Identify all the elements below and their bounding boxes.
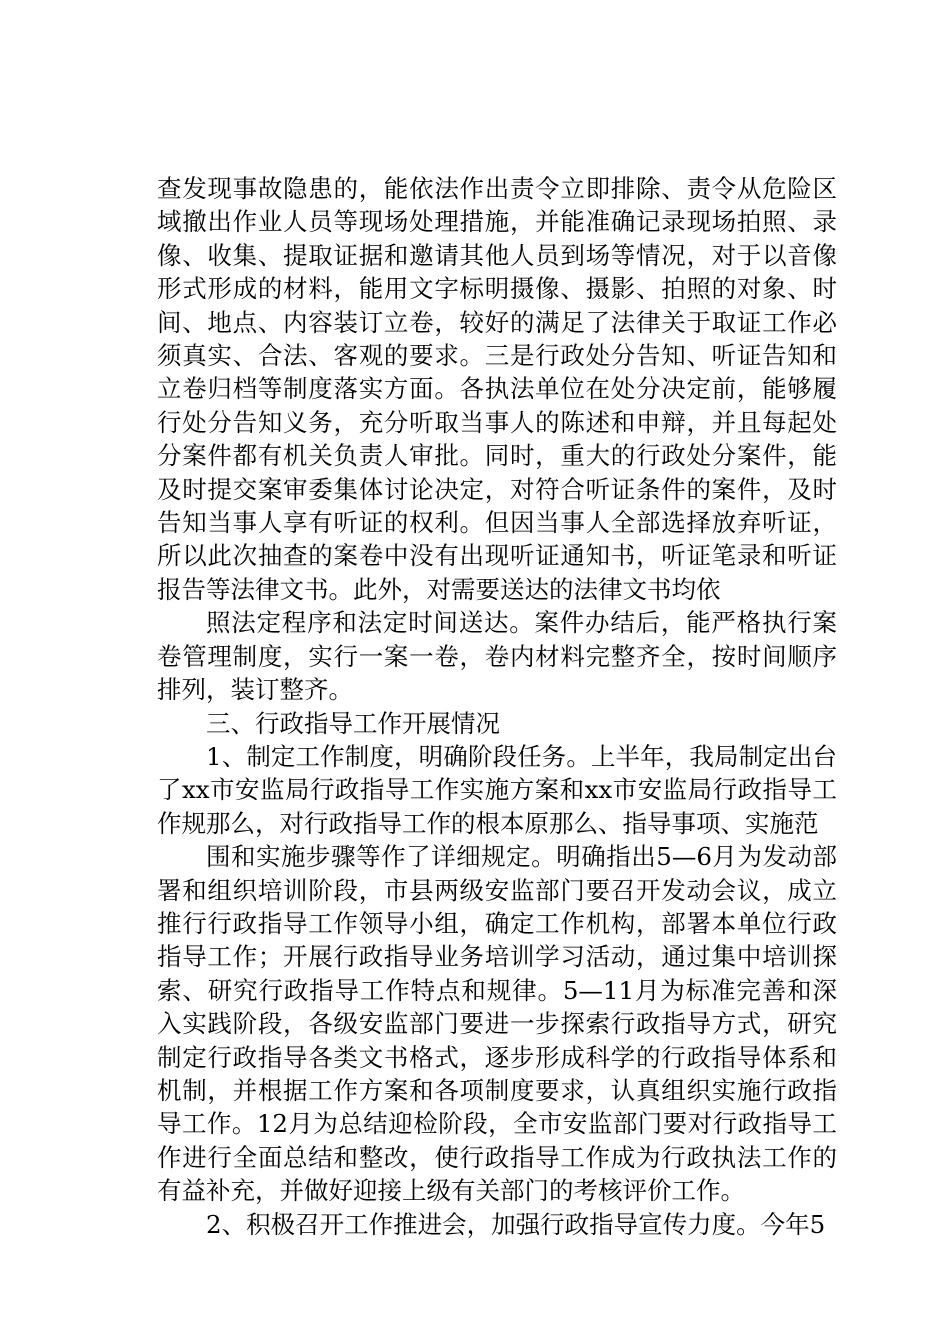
document-body [157, 172, 837, 1241]
paragraph-2: 照法定程序和法定时间送达。案件办结后，能严格执行案卷管理制度，实行一案一卷，卷内材料完整齐全，按时间顺序排列，装订整齐。 [157, 608, 837, 705]
paragraph-1: 查发现事故隐患的，能依法作出责令立即排除、责令从危险区域撤出作业人员等现场处理措施，并能准确记录现场拍照、录像、收集、提取证据和邀请其他人员到场等情况，对于以音像形式形成的材料，能用文字标明摄像、摄影、拍照的对象、时间、地点、内容装订立卷，较好的满足了法律关于取证工作必须真实、合法、客观的要求。三是行政处分告知、听证告知和立卷归档等制度落实方面。各执法单位在处分决定前，能够履行处分告知义务，充分听取当事人的陈述和申辩，并且每起处分案件都有机关负责人审批。同时，重大的行政处分案件，能及时提交案审委集体讨论决定，对符合听证条件的案件，及时告知当事人享有听证的权利。但因当事人全部选择放弃听证，所以此次抽查的案卷中没有出现听证通知书，听证笔录和听证报告等法律文书。此外，对需要送达的法律文书均依 [157, 174, 837, 604]
section-heading-3: 三、行政指导工作开展情况 [206, 708, 500, 738]
paragraph-5: 围和实施步骤等作了详细规定。明确指出5—6月为发动部署和组织培训阶段，市县两级安监部门要召开发动会议，成立推行行政指导工作领导小组，确定工作机构，部署本单位行政指导工作；开展行政指导业务培训学习活动，通过集中培训探索、研究行政指导工作特点和规律。5—11月为标准完善和深入实践阶段，各级安监部门要进一步探索行政指导方式，研究制定行政指导各类文书格式，逐步形成科学的行政指导体系和机制，并根据工作方案和各项制度要求，认真组织实施行政指导工作。12月为总结迎检阶段，全市安监部门要对行政指导工作进行全面总结和整改，使行政指导工作成为行政执法工作的有益补充，并做好迎接上级有关部门的考核评价工作。 [157, 842, 837, 1206]
paragraph-6: 2、积极召开工作推进会，加强行政指导宣传力度。今年5 [206, 1209, 826, 1239]
paragraph-4: 1、制定工作制度，明确阶段任务。上半年，我局制定出台了xx市安监局行政指导工作实施方案和xx市安监局行政指导工作规那么，对行政指导工作的根本原那么、指导事项、实施范 [157, 741, 837, 838]
